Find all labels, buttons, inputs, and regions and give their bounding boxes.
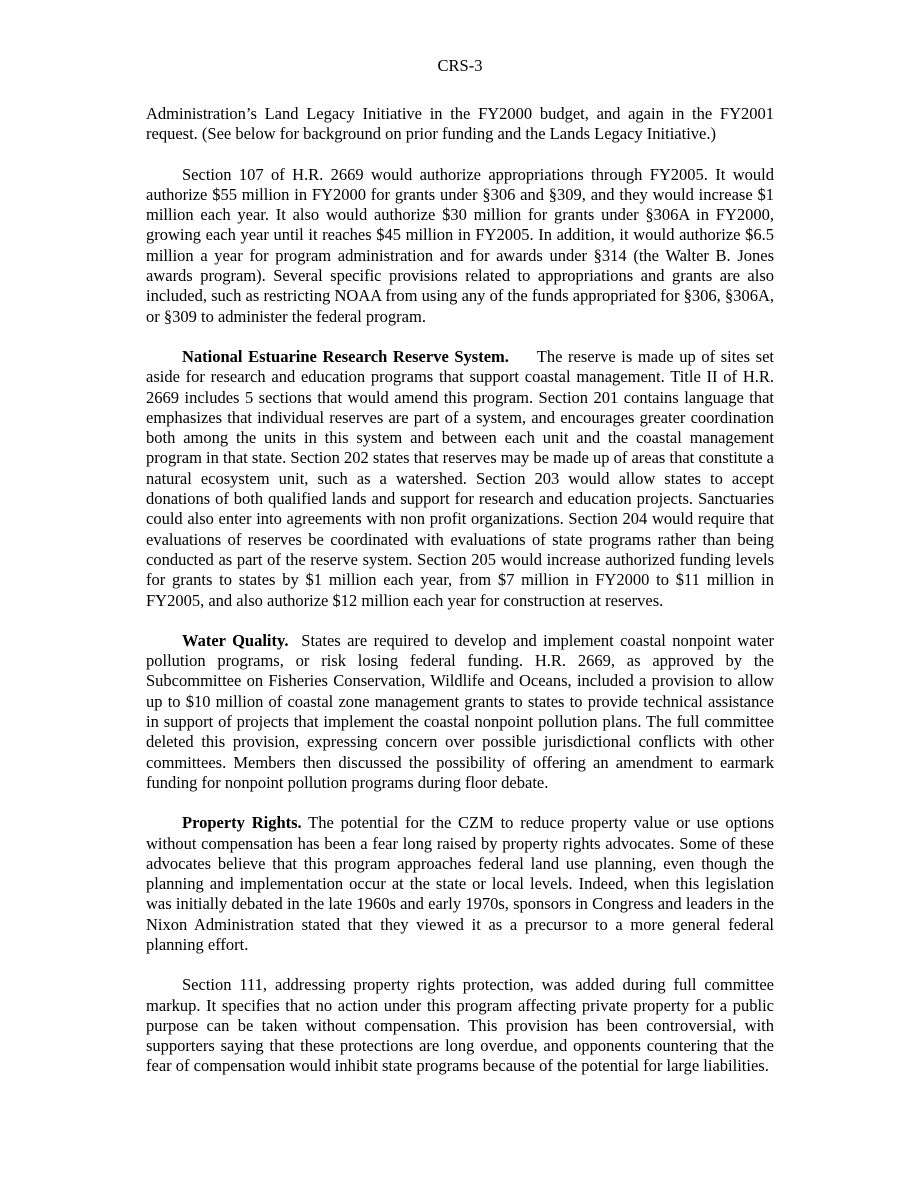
paragraph-text: The potential for the CZM to reduce property value or use options without compensation has been a fear long raised by property rights advocates. Some of these advocates believe that this program approaches federal land use planning, even though the planning and implementation occur at the state or local levels. Indeed, when this legislation was initially debated in the late 1960s and early 1970s, sponsors in Congress and leaders in the Nixon Administration stated that they viewed it as a precursor to a more general federal planning effort. [146,813,775,954]
section-heading: Property Rights. [182,813,302,833]
paragraph-section-111 [146,975,774,1076]
paragraph-text: States are required to develop and implement coastal nonpoint water pollution programs, or risk losing federal funding. H.R. 2669, as approved by the Subcommittee on Fisheries Conservation, Wildlife and Oceans, included a provision to allow up to $10 million of coastal zone management grants to states to provide technical assistance in support of projects that implement the coastal nonpoint pollution plans. The full committee deleted this provision, expressing concern over possible jurisdictional conflicts with other committees. Members then discussed the possibility of offering an amendment to earmark funding for nonpoint pollution programs during floor debate. [146,630,775,792]
section-heading: National Estuarine Research Reserve System. [182,346,509,366]
page-number-header: CRS-3 [437,56,483,75]
paragraph-water-quality [146,631,774,793]
paragraph-property-rights [146,813,774,955]
section-heading: Water Quality. [182,630,289,650]
paragraph-text: Section 107 of H.R. 2669 would authorize appropriations through FY2005. It would authorize $55 million in FY2000 for grants under §306 and §309, and they would increase $1 million each year. It also would authorize $30 million for grants under §306A in FY2000, growing each year until it reaches $45 million in FY2005. In addition, it would authorize $6.5 million a year for program administration and for awards under §314 (the Walter B. Jones awards program). Several specific provisions related to appropriations and grants are also included, such as restricting NOAA from using any of the funds appropriated for §306, §306A, or §309 to administer the federal program. [146,164,774,326]
paragraph-text: Administration’s Land Legacy Initiative in the FY2000 budget, and again in the FY2001 request. (See below for background on prior funding and the Lands Legacy Initiative.) [146,104,774,144]
paragraph-text: The reserve is made up of sites set aside for research and education programs that support coastal management. Title II of H.R. 2669 includes 5 sections that would amend this program. Section 201 contains language that emphasizes that individual reserves are part of a system, and encourages greater coordination both among the units in this system and between each unit and the coastal management program in that state. Section 202 states that reserves may be made up of areas that constitute a natural ecosystem unit, such as a watershed. Section 203 would allow states to accept donations of both qualified lands and support for research and education projects. Sanctuaries could also enter into agreements with non profit organizations. Section 204 would require that evaluations of reserves be coordinated with evaluations of state programs rather than being conducted as part of the reserve system. Section 205 would increase authorized funding levels for grants to states by $1 million each year, from $7 million in FY2000 to $11 million in FY2005, and also authorize $12 million each year for construction at reserves. [146,346,775,610]
paragraph-section-107 [146,165,774,327]
paragraph-land-legacy [146,104,774,145]
document-page [146,56,774,1097]
paragraph-estuarine-reserve [146,347,774,611]
paragraph-text: Section 111, addressing property rights protection, was added during full committee markup. It specifies that no action under this program affecting private property for a public purpose can be taken without compensation. This provision has been controversial, with supporters saying that these protections are long overdue, and opponents countering that the fear of compensation would inhibit state programs because of the potential for large liabilities. [146,975,774,1076]
